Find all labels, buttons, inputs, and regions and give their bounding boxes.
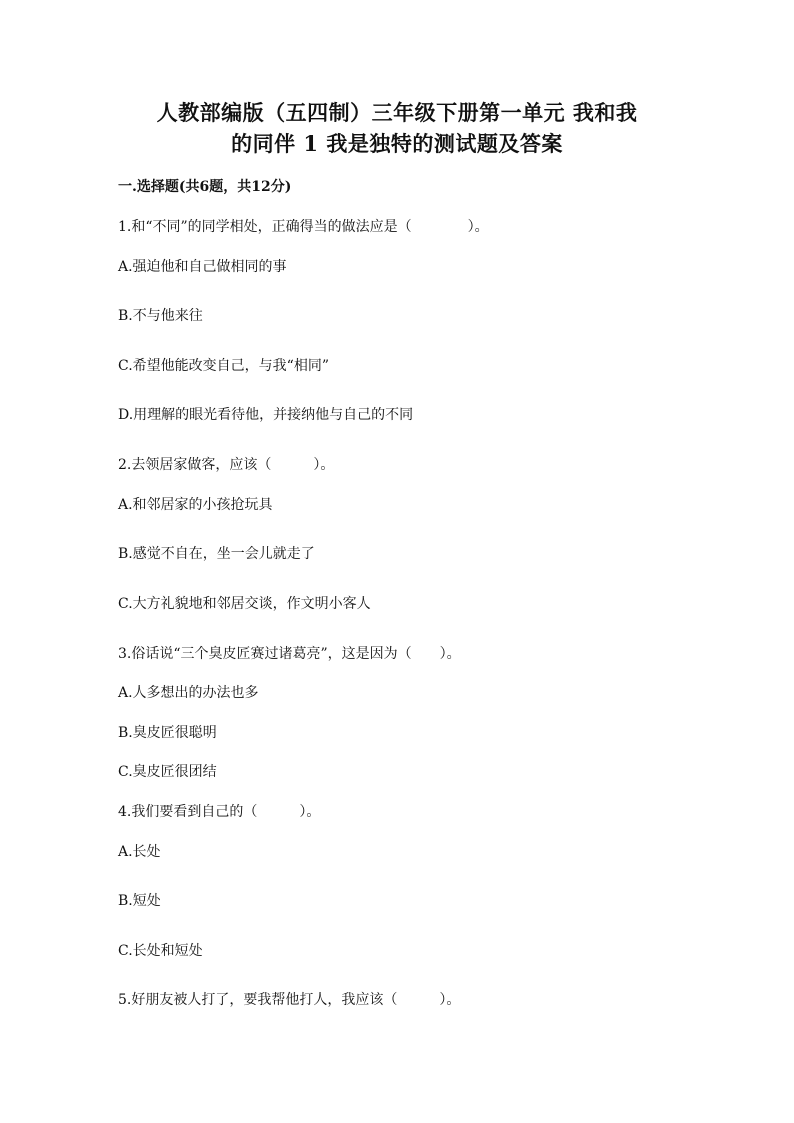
question-3-option-a: A.人多想出的办法也多	[118, 685, 259, 701]
document-title-line-1: 人教部编版（五四制）三年级下册第一单元 我和我	[156, 100, 638, 125]
section-heading: 一.选择题(共6题，共12分)	[118, 179, 292, 195]
question-4-option-a: A.长处	[118, 844, 161, 860]
question-2-option-b: B.感觉不自在，坐一会儿就走了	[118, 546, 315, 562]
question-5-stem: 5.好朋友被人打了，要我帮他打人，我应该（ ）。	[118, 992, 461, 1008]
question-1-option-d: D.用理解的眼光看待他，并接纳他与自己的不同	[118, 407, 414, 423]
question-4-option-c: C.长处和短处	[118, 943, 203, 959]
question-1-stem: 1.和“不同”的同学相处，正确得当的做法应是（ ）。	[118, 219, 489, 235]
question-2-option-c: C.大方礼貌地和邻居交谈，作文明小客人	[118, 596, 371, 612]
document-title-line-2: 的同伴 1 我是独特的测试题及答案	[231, 131, 563, 156]
question-4-stem: 4.我们要看到自己的（ ）。	[118, 804, 321, 820]
question-2-stem: 2.去领居家做客，应该（ ）。	[118, 457, 335, 473]
question-3-option-b: B.臭皮匠很聪明	[118, 725, 217, 741]
question-1-option-c: C.希望他能改变自己，与我“相同”	[118, 358, 329, 374]
question-1-option-a: A.强迫他和自己做相同的事	[118, 259, 287, 275]
question-1-option-b: B.不与他来往	[118, 308, 203, 324]
question-2-option-a: A.和邻居家的小孩抢玩具	[118, 497, 273, 513]
question-4-option-b: B.短处	[118, 893, 161, 909]
question-3-option-c: C.臭皮匠很团结	[118, 764, 217, 780]
question-3-stem: 3.俗话说“三个臭皮匠赛过诸葛亮”，这是因为（ ）。	[118, 646, 461, 662]
